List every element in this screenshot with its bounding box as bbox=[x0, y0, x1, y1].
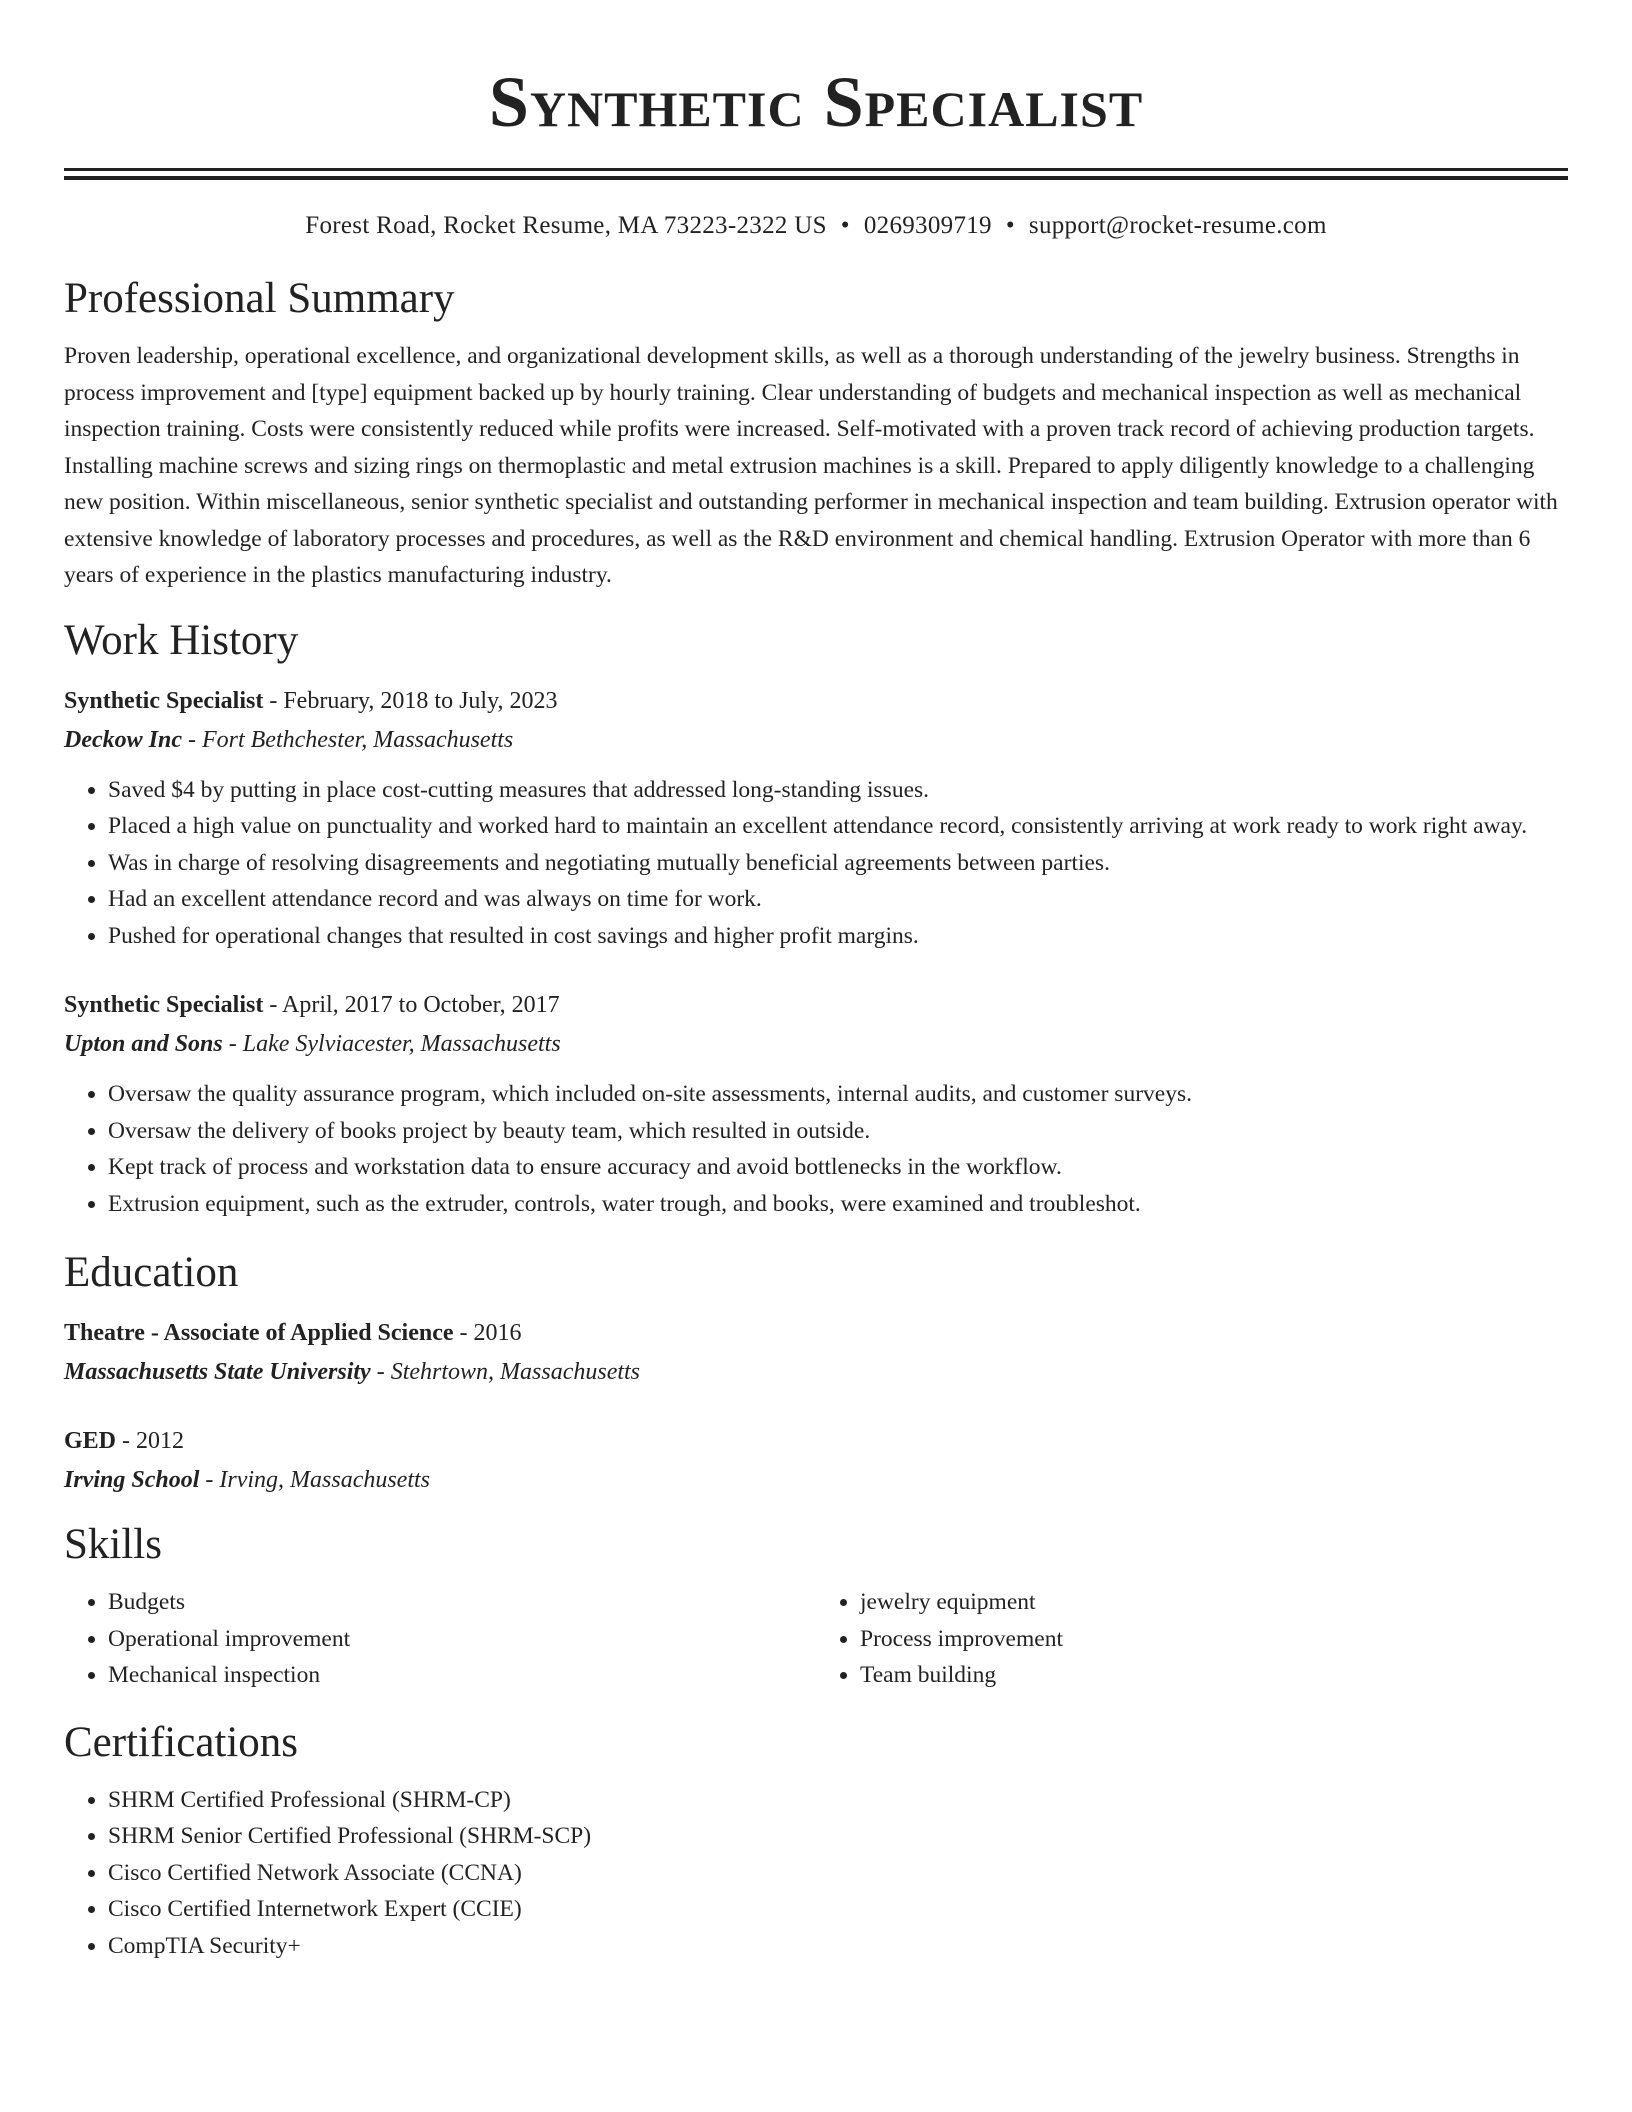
job-role: Synthetic Specialist bbox=[64, 687, 264, 714]
job-bullets bbox=[64, 772, 1568, 955]
contact-phone: 0269309719 bbox=[863, 212, 992, 239]
job-location: - Lake Sylviacester, Massachusetts bbox=[222, 1031, 561, 1057]
job-entry bbox=[64, 682, 1568, 955]
certification-item: • Cisco Certified Network Associate (CCNA) bbox=[108, 1855, 1568, 1892]
skill-item: • jewelry equipment bbox=[860, 1584, 1568, 1621]
job-role: Synthetic Specialist bbox=[64, 992, 264, 1018]
education-degree: Theatre - Associate of Applied Science bbox=[64, 1320, 454, 1346]
contact-address: Forest Road, Rocket Resume, MA 73223-2322 US bbox=[305, 212, 827, 239]
skills-list-right bbox=[816, 1584, 1568, 1694]
skills-heading: Skills bbox=[64, 1521, 162, 1568]
education-entry bbox=[64, 1314, 1568, 1392]
education-degree-line bbox=[64, 1314, 1568, 1352]
skill-item: • Operational improvement bbox=[108, 1621, 816, 1658]
certification-item: • Cisco Certified Internetwork Expert (CCIE) bbox=[108, 1891, 1568, 1928]
job-employer bbox=[64, 720, 1568, 760]
list-item: • Pushed for operational changes that resulted in cost savings and higher profit margins. bbox=[108, 918, 1568, 955]
job-dates: - February, 2018 to July, 2023 bbox=[263, 687, 558, 714]
header-rule-top bbox=[64, 168, 1568, 171]
summary-heading: Professional Summary bbox=[64, 275, 455, 322]
education-heading: Education bbox=[64, 1249, 239, 1296]
education-school-line bbox=[64, 1460, 1568, 1500]
job-entry bbox=[64, 986, 1568, 1222]
contact-line bbox=[64, 210, 1568, 242]
job-bullets bbox=[64, 1076, 1568, 1222]
list-item: • Saved $4 by putting in place cost-cutting measures that addressed long-standing issues. bbox=[108, 772, 1568, 809]
education-degree-line bbox=[64, 1422, 1568, 1460]
skills-columns bbox=[64, 1572, 1568, 1694]
certifications-list bbox=[64, 1782, 1568, 1965]
contact-email[interactable]: support@rocket-resume.com bbox=[1028, 212, 1327, 239]
certification-item: • SHRM Certified Professional (SHRM-CP) bbox=[108, 1782, 1568, 1819]
resume-name: Synthetic Specialist bbox=[488, 62, 1144, 142]
education-school-line bbox=[64, 1352, 1568, 1392]
education-degree: GED bbox=[64, 1428, 117, 1454]
education-year: - 2016 bbox=[453, 1320, 522, 1346]
job-heading bbox=[64, 682, 1568, 720]
work-history-heading: Work History bbox=[64, 616, 299, 664]
skill-item: • Budgets bbox=[108, 1584, 816, 1621]
job-company: Upton and Sons bbox=[64, 1031, 223, 1057]
certification-item: • CompTIA Security+ bbox=[108, 1928, 1568, 1965]
education-entry bbox=[64, 1422, 1568, 1500]
list-item: • Placed a high value on punctuality and worked hard to maintain an excellent attendance record, consistently arriving at work ready to work right away. bbox=[108, 808, 1568, 845]
skill-item: • Team building bbox=[860, 1657, 1568, 1694]
job-dates: - April, 2017 to October, 2017 bbox=[263, 992, 560, 1018]
list-item: • Was in charge of resolving disagreements and negotiating mutually beneficial agreements between parties. bbox=[108, 845, 1568, 882]
header-rule-bottom bbox=[64, 176, 1568, 180]
skill-item: • Mechanical inspection bbox=[108, 1657, 816, 1694]
list-item: • Oversaw the delivery of books project by beauty team, which resulted in outside. bbox=[108, 1113, 1568, 1150]
certifications-heading: Certifications bbox=[64, 1718, 299, 1766]
job-location: - Fort Bethchester, Massachusetts bbox=[181, 726, 514, 753]
list-item: • Kept track of process and workstation data to ensure accuracy and avoid bottlenecks in the workflow. bbox=[108, 1149, 1568, 1186]
certification-item: • SHRM Senior Certified Professional (SHRM-SCP) bbox=[108, 1818, 1568, 1855]
contact-separator: • bbox=[1005, 212, 1015, 239]
education-location: - Stehrtown, Massachusetts bbox=[370, 1359, 641, 1385]
list-item: • Had an excellent attendance record and was always on time for work. bbox=[108, 881, 1568, 918]
job-heading bbox=[64, 986, 1568, 1024]
skills-list-left bbox=[64, 1584, 816, 1694]
skill-item: • Process improvement bbox=[860, 1621, 1568, 1658]
education-year: - 2012 bbox=[116, 1428, 185, 1454]
education-school: Irving School bbox=[64, 1467, 200, 1493]
summary-text: Proven leadership, operational excellence, and organizational development skills, as well as a thorough understanding of the jewelry business. Strengths in process improvement and [type] equipment backed up by hourly training. Clear understanding of budgets and mechanical inspection as well as mechanical inspection training. Costs were consistently reduced while profits were increased. Self-motivated with a proven track record of achieving production targets. Installing machine screws and sizing rings on thermoplastic and metal extrusion machines is a skill. Prepared to apply diligently knowledge to a challenging new position. Within miscellaneous, senior synthetic specialist and outstanding performer in mechanical inspection and team building. Extrusion operator with extensive knowledge of laboratory processes and procedures, as well as the R&D environment and chemical handling. Extrusion Operator with more than 6 years of experience in the plastics manufacturing industry. bbox=[64, 343, 1558, 588]
education-school: Massachusetts State University bbox=[64, 1359, 371, 1385]
education-location: - Irving, Massachusetts bbox=[199, 1467, 431, 1493]
job-company: Deckow Inc bbox=[64, 726, 182, 753]
contact-separator: • bbox=[840, 212, 850, 239]
job-employer bbox=[64, 1024, 1568, 1064]
list-item: • Oversaw the quality assurance program, which included on-site assessments, internal audits, and customer surveys. bbox=[108, 1076, 1568, 1113]
list-item: • Extrusion equipment, such as the extruder, controls, water trough, and books, were examined and troubleshot. bbox=[108, 1186, 1568, 1223]
